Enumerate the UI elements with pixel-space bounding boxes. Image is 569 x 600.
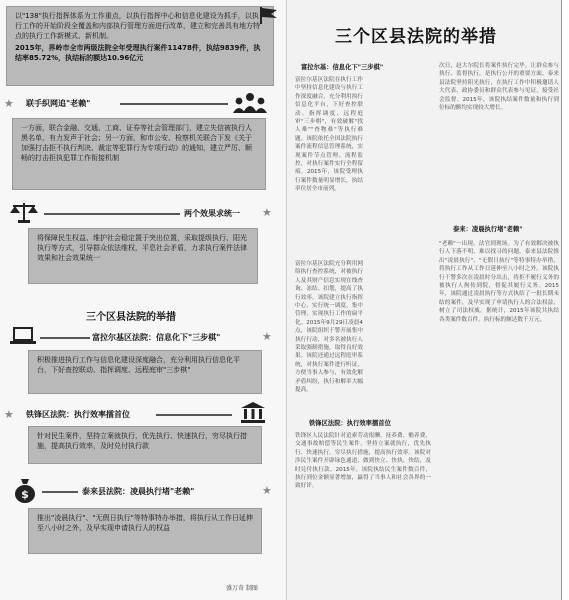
effects-text: 将保障民生权益、维护社会稳定置于突出位置，采取提级执行、阳光执行等方式，引导群众依法维权，平息社会矛盾，力求执行案件法律效果和社会效果统一	[37, 234, 247, 262]
star-icon: ★	[262, 206, 272, 219]
court3-divider	[42, 491, 78, 493]
svg-text:$: $	[21, 488, 29, 501]
court2-box	[28, 426, 262, 464]
article-subhead-1: 富拉尔基：信息化下"三步棋"	[301, 64, 384, 71]
page-edge	[561, 0, 569, 600]
intro-stats: 2015年，界岭市全市两级法院全年受理执行案件11478件，执结9839件，执结率85.72%，执结标的额达10.96亿元	[15, 44, 261, 62]
intro-box	[6, 6, 274, 86]
article-column-2: 富拉尔基区法院充分利用网络执行查控系统，对被执行人及其财产信息实现在线查询、冻结、扣划，提高了执行效率。该院建立执行指挥中心，实行统一调度、集中管理，实现执行工作的扁平化。2015年9月29日凌晨4点，该院组织干警开展集中执行行动，对多名被执行人采取强制措施，取得良好效果。该院还通过远程庭审系统，对执行案件进行听证，方便当事人参与，有效化解矛盾纠纷，执行和解率大幅提高。	[295, 261, 363, 394]
star-icon: ★	[262, 484, 272, 497]
court3-box	[28, 508, 262, 554]
article-column-1: 富拉尔基区法院在执行工作中坚持信息化建设与执行工作深度融合，充分利用执行信息化平台，下好查控联动、指挥调度、远程庭审"三步棋"，有效破解"找人难""查物难"等执行难题。该院依托全国法院执行案件流程信息管理系统，实现案件节点管理、流程监控，对执行案件实行全程留痕。2015年，该院受理执行案件数量明显增长，执结率位居全市前列。	[295, 77, 363, 193]
linkage-divider	[120, 103, 228, 105]
graphic-credit: 盛万奇 制图	[226, 585, 258, 592]
courthouse-icon	[238, 400, 268, 424]
article-title: 三个区县法院的举措	[335, 27, 497, 47]
money-bag-icon	[12, 476, 38, 504]
article-subhead-2: 铁锋区法院：执行效率擂首位	[309, 420, 391, 427]
court3-header: 泰来县法院：凌晨执行堵"老赖"	[82, 487, 195, 496]
scales-icon	[8, 200, 40, 224]
court2-text: 针对民生案件，坚持立案就执行，优先执行、快速执行，穷尽执行措施，提高执行效率，及时兑付执行款	[37, 432, 247, 450]
court2-header: 铁锋区法院：执行效率擂首位	[26, 410, 130, 419]
court3-text: 推出"凌晨执行"、"无假日执行"等特事特办举措，将执行从工作日延伸至八小时之外，及早实现申请执行人的权益	[37, 514, 253, 532]
linkage-text: 一方面，联合金融、交通、工商、证券等社会管理部门，建立失信被执行人黑名单，有力发声于社会；另一方面，和市公安、检察机关联合下发《关于加强打击拒不执行判决、裁定等犯罪行为专项行动》的通知，建立严厉、顺畅的打击拒执犯罪工作衔接机制	[21, 124, 252, 162]
laptop-icon	[8, 326, 38, 346]
section-title: 三个区县法院的举措	[86, 312, 176, 323]
star-icon: ★	[262, 330, 272, 343]
court1-header: 富拉尔基区法院：信息化下"三步棋"	[92, 333, 221, 342]
article-subhead-3: 泰来：凌晨执行堵"老赖"	[453, 226, 523, 233]
article-column-4: 次日，赵大尔院长将案件执行完毕。让群众参与执行、监督执行，是执行公开的重要方面。泰来县法院坚持阳光执行，在执行工作中积极邀请人大代表、政协委员和群众代表参与见证，接受社会监督。2015年，该院执结案件数量和执行到位标的额均实现较大增长。	[439, 63, 559, 112]
star-icon: ★	[4, 97, 14, 110]
court1-text: 积极推进执行工作与信息化建设深度融合，充分利用执行信息化平台，下好查控联动、指挥调度、远程庭审"三步棋"	[37, 356, 240, 374]
article-panel	[286, 0, 569, 600]
flag-icon	[256, 4, 280, 26]
court2-divider	[156, 414, 232, 416]
article-column-3: 铁锋区人民法院针对追索劳动报酬、抚养费、赡养费、交通事故赔偿等民生案件，坚持立案就执行，优先执行、快速执行，穷尽执行措施，提高执行效率。该院对涉民生案件开辟绿色通道，做到快立、快执、快结，及时兑付执行款。2015年，该院执结民生案件数百件，执行到位金额显著增加，赢得了当事人和社会各界的一致好评。	[295, 433, 431, 490]
intro-text: 以"138"执行指挥体系为工作重点，以执行指挥中心和信息化建设为抓手，以执行工作的开始阶段全覆盖和内部执行管理方面进行改革，建立和完善具有地方特点的执行工作新模式、新机制。	[15, 12, 260, 40]
effects-divider	[44, 213, 180, 215]
star-icon: ★	[4, 408, 14, 421]
people-network-icon	[232, 90, 268, 114]
court1-divider	[40, 337, 90, 339]
effects-box	[28, 228, 258, 284]
effects-header: 两个效果求统一	[184, 209, 240, 218]
linkage-header: 联手织网追"老赖"	[26, 99, 91, 108]
court1-box	[28, 350, 262, 394]
linkage-box	[12, 118, 266, 190]
article-column-5: "老赖"一出现，法官到现场。为了有效解决被执行人下落不明、难以找寻的问题，泰来县法院推出"凌晨执行"、"无假日执行"等特事特办举措，将执行工作从工作日延伸至八小时之外。该院执行干警多次在凌晨时分出击，将拒不履行义务的被执行人拘传到院，督促其履行义务。2015年，该院通过凌晨执行等方式执结了一批长期未结的案件，及早实现了申请执行人的合法权益，树立了司法权威。据统计，2015年该院共执结各类案件数百件，执行标的额达数千万元。	[439, 241, 559, 323]
